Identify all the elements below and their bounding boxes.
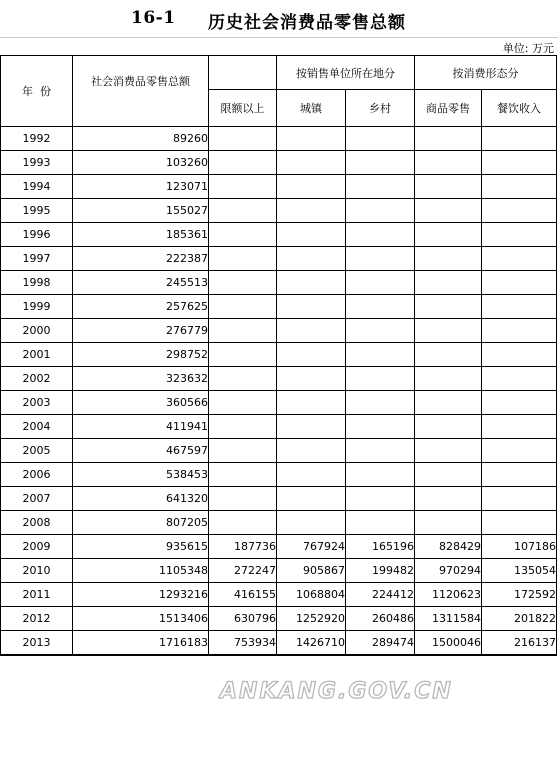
cell-catering <box>482 487 557 511</box>
cell-year: 2001 <box>1 343 73 367</box>
cell-urban: 1068804 <box>277 583 346 607</box>
cell-goods-retail <box>415 439 482 463</box>
cell-year: 1998 <box>1 271 73 295</box>
cell-urban <box>277 295 346 319</box>
cell-total: 411941 <box>73 415 209 439</box>
cell-rural <box>346 439 415 463</box>
cell-rural <box>346 367 415 391</box>
cell-goods-retail <box>415 343 482 367</box>
cell-catering <box>482 415 557 439</box>
cell-catering <box>482 199 557 223</box>
cell-year: 1993 <box>1 151 73 175</box>
cell-goods-retail <box>415 271 482 295</box>
table-row <box>1 343 557 367</box>
cell-rural <box>346 391 415 415</box>
header-catering: 餐饮收入 <box>482 90 557 127</box>
cell-goods-retail <box>415 295 482 319</box>
document-title <box>0 8 558 34</box>
cell-goods-retail: 970294 <box>415 559 482 583</box>
cell-goods-retail <box>415 175 482 199</box>
cell-rural <box>346 415 415 439</box>
cell-urban <box>277 343 346 367</box>
cell-year: 2003 <box>1 391 73 415</box>
cell-rural <box>346 271 415 295</box>
table-row <box>1 607 557 631</box>
header-blank <box>209 56 277 90</box>
table-row <box>1 487 557 511</box>
divider <box>0 37 558 38</box>
table-row <box>1 151 557 175</box>
cell-year: 2013 <box>1 631 73 656</box>
cell-catering <box>482 223 557 247</box>
cell-year: 1995 <box>1 199 73 223</box>
cell-goods-retail: 828429 <box>415 535 482 559</box>
cell-goods-retail <box>415 511 482 535</box>
cell-catering <box>482 463 557 487</box>
cell-year: 2010 <box>1 559 73 583</box>
cell-year: 2000 <box>1 319 73 343</box>
cell-goods-retail <box>415 127 482 151</box>
cell-rural <box>346 199 415 223</box>
cell-goods-retail <box>415 487 482 511</box>
header-by-form: 按消费形态分 <box>415 56 557 90</box>
cell-rural <box>346 487 415 511</box>
cell-above-limit: 753934 <box>209 631 277 656</box>
cell-catering <box>482 511 557 535</box>
cell-total: 467597 <box>73 439 209 463</box>
cell-urban <box>277 151 346 175</box>
cell-goods-retail <box>415 391 482 415</box>
table-number: 16-1 <box>131 8 176 28</box>
table-row <box>1 319 557 343</box>
cell-catering <box>482 271 557 295</box>
cell-above-limit: 416155 <box>209 583 277 607</box>
cell-above-limit <box>209 415 277 439</box>
cell-rural: 260486 <box>346 607 415 631</box>
cell-total: 298752 <box>73 343 209 367</box>
table-row <box>1 199 557 223</box>
cell-above-limit <box>209 439 277 463</box>
retail-sales-table <box>0 55 557 656</box>
table-row <box>1 415 557 439</box>
table-row <box>1 559 557 583</box>
header-total: 社会消费品零售总额 <box>73 56 209 127</box>
cell-catering <box>482 343 557 367</box>
watermark-text: ANKANG.GOV.CN <box>220 679 453 704</box>
cell-rural: 224412 <box>346 583 415 607</box>
cell-catering: 201822 <box>482 607 557 631</box>
table-row <box>1 439 557 463</box>
cell-goods-retail <box>415 367 482 391</box>
table-row <box>1 463 557 487</box>
cell-year: 2011 <box>1 583 73 607</box>
cell-year: 2002 <box>1 367 73 391</box>
cell-rural <box>346 463 415 487</box>
cell-total: 323632 <box>73 367 209 391</box>
cell-year: 1999 <box>1 295 73 319</box>
cell-urban <box>277 319 346 343</box>
cell-above-limit <box>209 271 277 295</box>
cell-total: 538453 <box>73 463 209 487</box>
cell-urban <box>277 487 346 511</box>
cell-rural: 289474 <box>346 631 415 656</box>
cell-rural <box>346 127 415 151</box>
site-watermark <box>218 674 488 704</box>
cell-catering <box>482 127 557 151</box>
cell-urban <box>277 127 346 151</box>
cell-rural: 199482 <box>346 559 415 583</box>
cell-year: 2012 <box>1 607 73 631</box>
header-by-location: 按销售单位所在地分 <box>277 56 415 90</box>
cell-urban: 767924 <box>277 535 346 559</box>
cell-catering <box>482 367 557 391</box>
cell-above-limit <box>209 511 277 535</box>
cell-total: 276779 <box>73 319 209 343</box>
cell-urban <box>277 223 346 247</box>
table-row <box>1 535 557 559</box>
cell-urban <box>277 391 346 415</box>
cell-urban <box>277 511 346 535</box>
cell-total: 935615 <box>73 535 209 559</box>
cell-rural <box>346 223 415 247</box>
cell-above-limit <box>209 199 277 223</box>
cell-above-limit: 187736 <box>209 535 277 559</box>
cell-year: 2006 <box>1 463 73 487</box>
cell-year: 2009 <box>1 535 73 559</box>
cell-year: 2004 <box>1 415 73 439</box>
cell-goods-retail <box>415 319 482 343</box>
cell-total: 1293216 <box>73 583 209 607</box>
cell-above-limit <box>209 463 277 487</box>
cell-rural: 165196 <box>346 535 415 559</box>
cell-rural <box>346 343 415 367</box>
cell-urban <box>277 271 346 295</box>
cell-total: 641320 <box>73 487 209 511</box>
cell-goods-retail <box>415 199 482 223</box>
cell-catering: 135054 <box>482 559 557 583</box>
cell-rural <box>346 175 415 199</box>
header-goods-retail: 商品零售 <box>415 90 482 127</box>
cell-rural <box>346 151 415 175</box>
table-title: 历史社会消费品零售总额 <box>208 13 406 33</box>
table-row <box>1 175 557 199</box>
cell-above-limit <box>209 127 277 151</box>
cell-goods-retail: 1500046 <box>415 631 482 656</box>
table-row <box>1 223 557 247</box>
cell-goods-retail: 1120623 <box>415 583 482 607</box>
cell-urban <box>277 415 346 439</box>
cell-total: 185361 <box>73 223 209 247</box>
cell-total: 257625 <box>73 295 209 319</box>
table-row <box>1 247 557 271</box>
cell-catering: 216137 <box>482 631 557 656</box>
cell-urban <box>277 367 346 391</box>
cell-catering <box>482 295 557 319</box>
cell-total: 103260 <box>73 151 209 175</box>
table-row <box>1 511 557 535</box>
cell-catering: 107186 <box>482 535 557 559</box>
cell-urban: 1426710 <box>277 631 346 656</box>
cell-above-limit <box>209 487 277 511</box>
cell-year: 2008 <box>1 511 73 535</box>
table-row <box>1 127 557 151</box>
cell-catering: 172592 <box>482 583 557 607</box>
cell-above-limit: 630796 <box>209 607 277 631</box>
cell-total: 89260 <box>73 127 209 151</box>
table-row <box>1 295 557 319</box>
cell-above-limit <box>209 391 277 415</box>
cell-goods-retail: 1311584 <box>415 607 482 631</box>
cell-year: 2007 <box>1 487 73 511</box>
header-row-1 <box>1 56 557 90</box>
cell-total: 245513 <box>73 271 209 295</box>
cell-catering <box>482 439 557 463</box>
cell-goods-retail <box>415 151 482 175</box>
cell-urban: 905867 <box>277 559 346 583</box>
cell-catering <box>482 175 557 199</box>
cell-above-limit <box>209 175 277 199</box>
cell-above-limit <box>209 247 277 271</box>
cell-catering <box>482 151 557 175</box>
cell-year: 1994 <box>1 175 73 199</box>
cell-goods-retail <box>415 463 482 487</box>
cell-rural <box>346 247 415 271</box>
cell-total: 1105348 <box>73 559 209 583</box>
cell-total: 222387 <box>73 247 209 271</box>
cell-above-limit <box>209 223 277 247</box>
cell-total: 807205 <box>73 511 209 535</box>
cell-urban <box>277 463 346 487</box>
table-row <box>1 631 557 656</box>
unit-label: 单位: 万元 <box>502 42 554 55</box>
cell-urban <box>277 175 346 199</box>
cell-year: 1997 <box>1 247 73 271</box>
cell-above-limit: 272247 <box>209 559 277 583</box>
cell-urban <box>277 247 346 271</box>
table-row <box>1 583 557 607</box>
cell-year: 1996 <box>1 223 73 247</box>
cell-catering <box>482 247 557 271</box>
cell-year: 1992 <box>1 127 73 151</box>
cell-year: 2005 <box>1 439 73 463</box>
header-above-limit: 限额以上 <box>209 90 277 127</box>
cell-rural <box>346 511 415 535</box>
cell-urban: 1252920 <box>277 607 346 631</box>
table-row <box>1 367 557 391</box>
cell-catering <box>482 319 557 343</box>
cell-above-limit <box>209 151 277 175</box>
cell-total: 123071 <box>73 175 209 199</box>
table-row <box>1 271 557 295</box>
cell-above-limit <box>209 319 277 343</box>
header-rural: 乡村 <box>346 90 415 127</box>
table-row <box>1 391 557 415</box>
cell-total: 1716183 <box>73 631 209 656</box>
cell-total: 1513406 <box>73 607 209 631</box>
cell-total: 360566 <box>73 391 209 415</box>
cell-goods-retail <box>415 223 482 247</box>
cell-urban <box>277 439 346 463</box>
header-year: 年 份 <box>1 56 73 127</box>
cell-urban <box>277 199 346 223</box>
cell-above-limit <box>209 367 277 391</box>
header-urban: 城镇 <box>277 90 346 127</box>
cell-total: 155027 <box>73 199 209 223</box>
cell-above-limit <box>209 295 277 319</box>
cell-rural <box>346 319 415 343</box>
cell-goods-retail <box>415 415 482 439</box>
cell-rural <box>346 295 415 319</box>
cell-goods-retail <box>415 247 482 271</box>
cell-catering <box>482 391 557 415</box>
cell-above-limit <box>209 343 277 367</box>
